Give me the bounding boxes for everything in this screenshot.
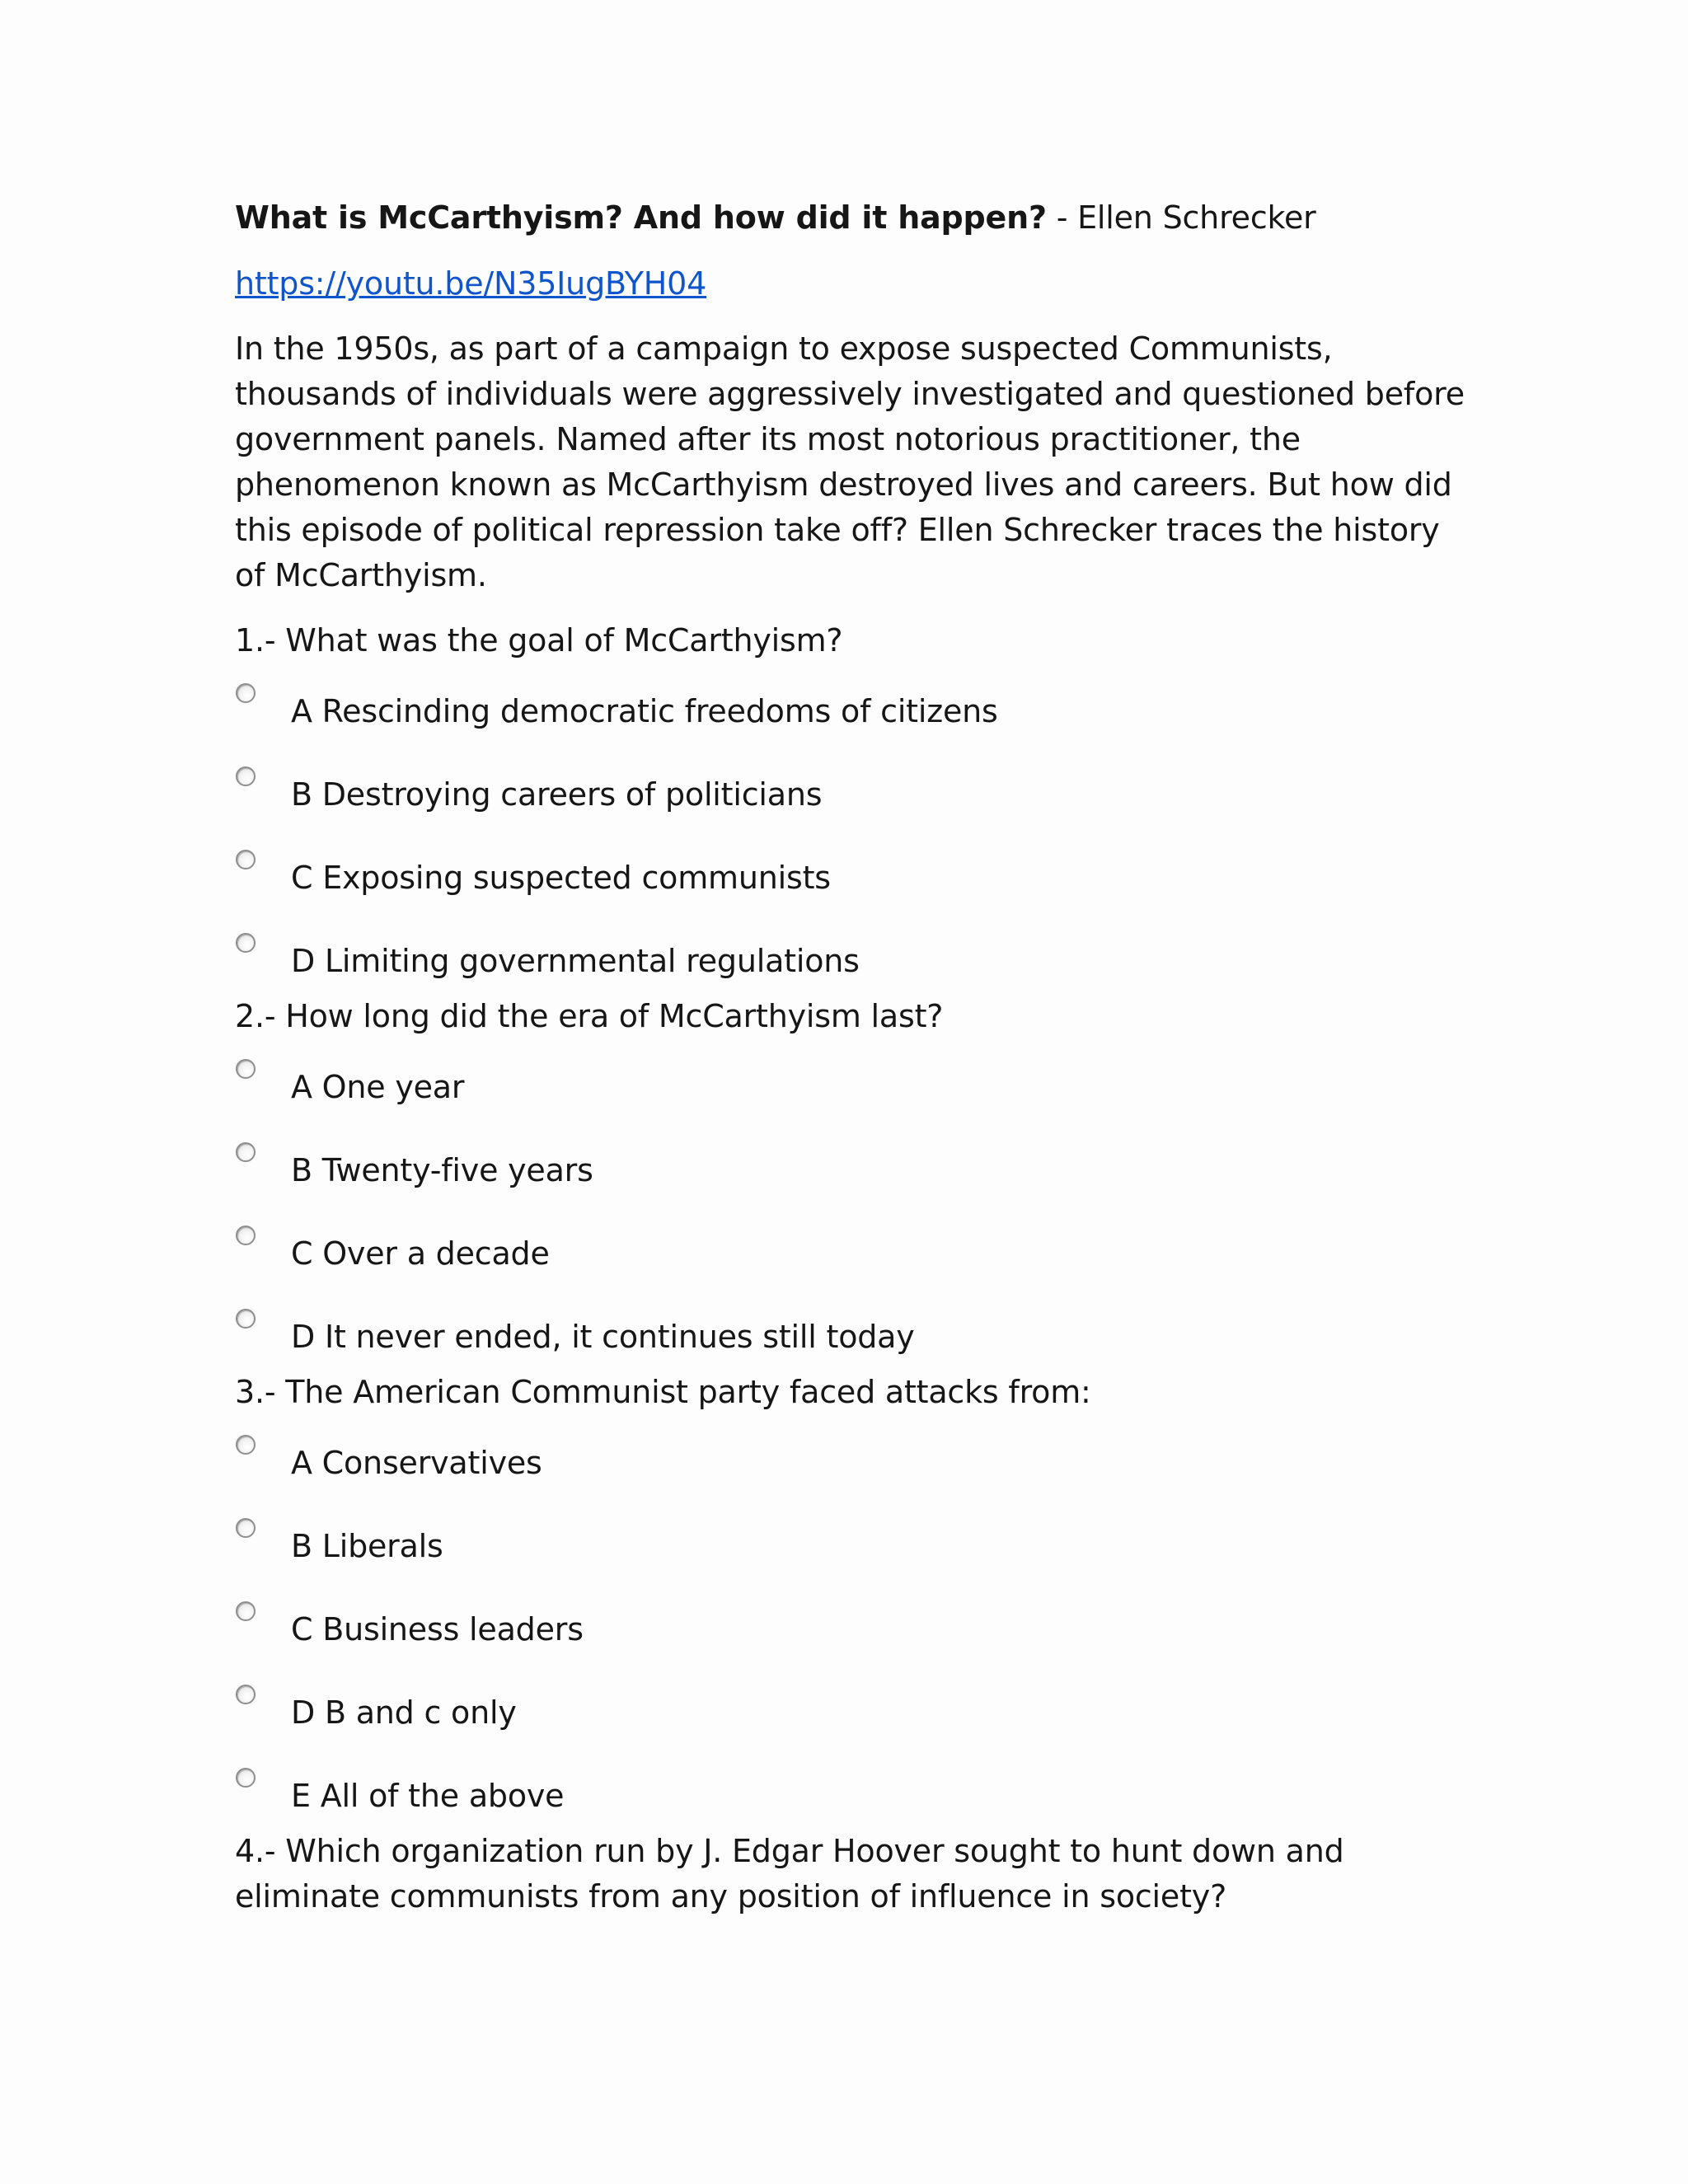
answer-label: C Exposing suspected communists: [291, 860, 831, 896]
answer-label: D Limiting governmental regulations: [291, 943, 860, 979]
answer-option[interactable]: [235, 1304, 1471, 1387]
answer-option[interactable]: [235, 1221, 1471, 1304]
answer-label: B Liberals: [291, 1528, 443, 1564]
question-1-options: [235, 678, 1471, 1011]
video-link[interactable]: https://youtu.be/N35IugBYH04: [235, 265, 707, 302]
radio-button[interactable]: [236, 850, 256, 869]
answer-option[interactable]: [235, 1596, 1471, 1680]
answer-option[interactable]: [235, 1137, 1471, 1221]
answer-option[interactable]: [235, 1763, 1471, 1846]
radio-button[interactable]: [236, 1226, 256, 1245]
answer-option[interactable]: [235, 1513, 1471, 1596]
document-page: [235, 194, 1471, 1919]
radio-button[interactable]: [236, 933, 256, 953]
answer-label: A One year: [291, 1069, 465, 1105]
answer-label: D It never ended, it continues still today: [291, 1319, 915, 1355]
question-2-options: [235, 1054, 1471, 1387]
answer-label: B Destroying careers of politicians: [291, 776, 823, 813]
answer-label: D B and c only: [291, 1694, 517, 1731]
question-2: 2.- How long did the era of McCarthyism last?: [235, 998, 944, 1034]
question-3: 3.- The American Communist party faced attacks from:: [235, 1374, 1091, 1410]
answer-label: B Twenty-five years: [291, 1152, 593, 1188]
answer-label: E All of the above: [291, 1778, 565, 1814]
radio-button[interactable]: [236, 766, 256, 786]
document-title: What is McCarthyism? And how did it happen?: [235, 199, 1047, 236]
answer-label: A Rescinding democratic freedoms of citizens: [291, 693, 998, 729]
question-3-options: [235, 1430, 1471, 1846]
radio-button[interactable]: [236, 1768, 256, 1788]
document-author: - Ellen Schrecker: [1046, 199, 1316, 236]
answer-option[interactable]: [235, 1680, 1471, 1763]
answer-option[interactable]: [235, 845, 1471, 928]
answer-label: C Over a decade: [291, 1235, 550, 1272]
answer-label: C Business leaders: [291, 1611, 584, 1647]
answer-option[interactable]: [235, 1430, 1471, 1513]
radio-button[interactable]: [236, 1685, 256, 1704]
radio-button[interactable]: [236, 1435, 256, 1455]
answer-option[interactable]: [235, 678, 1471, 762]
radio-button[interactable]: [236, 683, 256, 703]
radio-button[interactable]: [236, 1309, 256, 1329]
question-1: 1.- What was the goal of McCarthyism?: [235, 622, 843, 658]
document-heading: [235, 194, 1471, 241]
answer-label: A Conservatives: [291, 1445, 542, 1481]
video-description: In the 1950s, as part of a campaign to expose suspected Communists, thousands of individuals were aggressively investigated and questioned before government panels. Named after its most notorious practitioner, the phenomenon known as McCarthyism destroyed lives and careers. But how did this episode of political repression take off? Ellen Schrecker traces the history of McCarthyism.: [235, 330, 1465, 593]
radio-button[interactable]: [236, 1142, 256, 1162]
radio-button[interactable]: [236, 1601, 256, 1621]
radio-button[interactable]: [236, 1059, 256, 1079]
question-4: 4.- Which organization run by J. Edgar Hoover sought to hunt down and eliminate communists from any position of influence in society?: [235, 1833, 1344, 1915]
answer-option[interactable]: [235, 762, 1471, 845]
answer-option[interactable]: [235, 1054, 1471, 1137]
radio-button[interactable]: [236, 1518, 256, 1538]
answer-option[interactable]: [235, 928, 1471, 1011]
